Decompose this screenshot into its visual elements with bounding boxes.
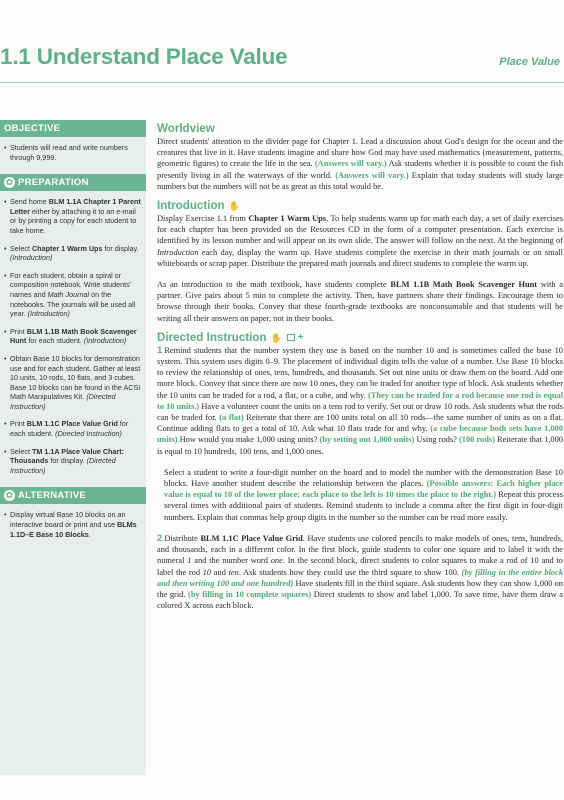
- unit-tag: Place Value: [499, 56, 560, 68]
- preparation-item: • Obtain Base 10 blocks for demonstration use and for each student. Gather at least 10 units, 10 rods, 10 flats, and 3 cubes. Base 10 blocks can be found in the ACSI Math Manipulatives Kit. (Directed Instruction): [4, 354, 142, 412]
- hand-icon: ✋: [270, 332, 282, 343]
- preparation-item: • For each student, obtain a spiral or composition notebook. Write students' names and Math Journal on the notebooks. The journals will be used all year. (Introduction): [4, 271, 142, 319]
- preparation-item: • Print BLM 1.1C Place Value Grid for each student. (Directed Instruction): [4, 419, 142, 438]
- sidebar: [0, 120, 146, 775]
- header-rule: [0, 82, 564, 83]
- step-1-paragraph-2: Select a student to write a four-digit number on the board and to model the number with the demonstration Base 10 blocks. Have another student describe the relationship between the places. (Possible answers: Each higher place value is equal to 10 of the lower place; each place to the left is 10 times the place to the right.) Repeat this process several times with additional pairs of students. Remind students to include a comma after the first digit in four-digit numbers. Explain that commas help group digits in the number so the number can be read more easily.: [164, 467, 563, 522]
- worldview-heading: Worldview: [157, 122, 215, 135]
- screen-icon: [287, 334, 295, 341]
- directed-instruction-heading: Directed Instruction ✋ +: [157, 330, 304, 344]
- objective-item: • Students will read and write numbers through 9,999.: [4, 143, 142, 162]
- objective-heading: [0, 120, 146, 137]
- main-column: [157, 122, 563, 611]
- step-number: 2: [157, 532, 163, 544]
- preparation-list: [0, 191, 146, 487]
- preparation-item: • Select TM 1.1A Place Value Chart: Thousands for display. (Directed Instruction): [4, 447, 142, 476]
- worldview-paragraph: Direct students' attention to the divider page for Chapter 1. Lead a discussion about God's design for the ocean and the creatures that live in it. Have students imagine and share how God may have used mathematics (measurement, patterns, geometric figures) to create the life in the sea. (Answers will vary.) Ask students whether it is possible to count the fish presently living in all the waterways of the world. (Answers will vary.) Explain that today students will study large numbers but the numbers will not be as great as this total would be.: [157, 137, 564, 191]
- alternative-heading-label: ALTERNATIVE: [18, 490, 86, 502]
- alternative-heading: [0, 487, 146, 504]
- introduction-heading: Introduction ✋: [157, 199, 240, 213]
- hand-icon: ✋: [228, 201, 240, 212]
- preparation-item: • Select Chapter 1 Warm Ups for display. (Introduction): [4, 244, 142, 263]
- introduction-paragraph-2: As an introduction to the math textbook, have students complete BLM 1.1B Math Book Scavenger Hunt with a partner. Give pairs about 5 min to complete the activity. Then, have partners share their findings. Encourage them to browse through their books. Convey that these fourth-grade textbooks are nonconsumable and that students will be writing all their answers on paper, not in their books.: [157, 280, 563, 323]
- lesson-title: 1.1 Understand Place Value: [0, 44, 288, 69]
- objective-heading-label: OBJECTIVE: [4, 123, 61, 134]
- preparation-heading-label: PREPARATION: [18, 177, 89, 189]
- plus-icon: +: [297, 331, 304, 343]
- preparation-item: • Send home BLM 1.1A Chapter 1 Parent Letter either by attaching it to an e-mail or by printing a copy for each student to take home.: [4, 197, 142, 235]
- preparation-item: • Print BLM 1.1B Math Book Scavenger Hunt for each student. (Introduction): [4, 327, 142, 346]
- step-1-paragraph: 1 Remind students that the number system they use is based on the number 10 and is sometimes called the base 10 system. This system uses digits 0–9. The placement of individual digits tells the value of a number. Use Base 10 blocks to review the relationship of ones, tens, hundreds, and thousands. Set out nine units or draw them on the board. Add one more block. Convey that since there are now 10 ones, they can be traded for another type of block. Ask students whether the 10 units can be traded for a rod, a flat, or a cube, and why. (They can be traded for a rod because one rod is equal to 10 units.) Have a volunteer count the units on a tens rod to verify. Set out or draw 10 rods. Ask students what the rods can be traded for. (a flat) Reiterate that there are 100 units total on all 10 rods—the same number of units as on a flat. Continue adding flats to get a total of 10. Ask what 10 flats trade for and why. (a cube because both sets have 1,000 units) How would you make 1,000 using units? (by setting out 1,000 units) Using rods? (100 rods) Reiterate that 1,000 is equal to 10 hundreds, 100 tens, and 1,000 ones.: [157, 344, 564, 456]
- step-2-paragraph: 2 Distribute BLM 1.1C Place Value Grid. Have students use colored pencils to make models of ones, tens, hundreds, and thousands, each in a different color. In the first block, guide students to color one square and to label it with the numeral 1 and the number word one. In the second block, direct students to color squares to make a rod of 10 and to label the rod 10 and ten. Ask students how they could use the third square to show 100. (by filling in the entire block and then writing 100 and one hundred) Have students fill in the third square. Ask students how they can show 1,000 on the grid. (by filling in 10 complete squares) Direct students to show and label 1,000. To save time, have them draw a colored X across each block.: [157, 532, 564, 611]
- gear-icon: ✿: [5, 177, 14, 188]
- objective-list: [0, 137, 146, 174]
- gear-icon: ✿: [5, 490, 14, 501]
- introduction-paragraph-1: Display Exercise 1.1 from Chapter 1 Warm Ups. To help students warm up for math each day, a set of daily exercises for each chapter has been provided on the Resources CD in the form of a computer presentation. Each exercise is identified by its lesson number and will appear on its own slide. The answer will follow on the next. At the beginning of Introduction each day, display the warm up. Have students complete the exercise in their math journals or on small whiteboards or scrap paper. Distribute the prepared math journals and direct students to complete the warm up.: [157, 214, 563, 268]
- alternative-item: • Display virtual Base 10 blocks on an interactive board or print and use BLMs 1.1D–E Base 10 Blocks.: [4, 510, 142, 539]
- preparation-heading: [0, 174, 146, 191]
- alternative-list: [0, 504, 146, 551]
- step-number: 1: [157, 344, 163, 356]
